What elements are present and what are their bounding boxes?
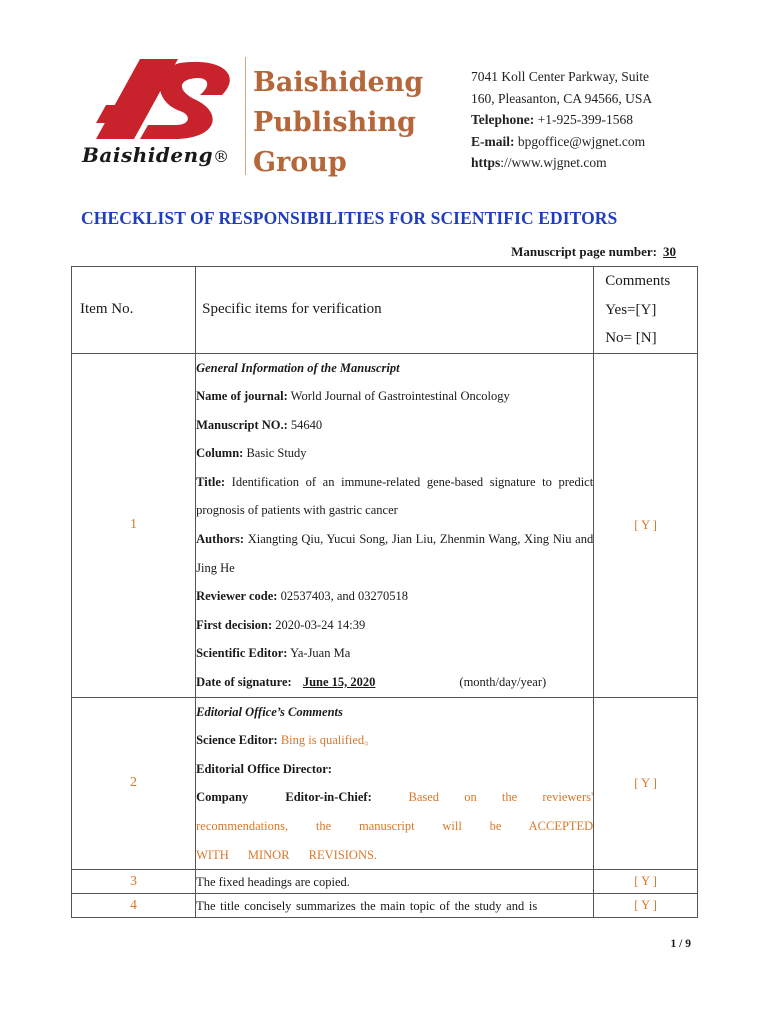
checklist-table (71, 266, 698, 918)
address-line-1: 7041 Koll Center Parkway, Suite (471, 69, 649, 84)
row-check-mark: [ Y ] (594, 870, 698, 894)
address-line-2: 160, Pleasanton, CA 94566, USA (471, 90, 653, 106)
table-row (72, 870, 698, 894)
email-line: E-mail: bpgoffice@wjgnet.com (471, 133, 646, 149)
row-check-mark: [ Y ] (594, 697, 698, 870)
row-check-mark: [ Y ] (594, 353, 698, 697)
row-content: General Information of the Manuscript Name of journal: World Journal of Gastrointestinal Oncology Manuscript NO.: 54640 Column: Basic Study Title: Identification of an immune-related gene-based signature to predict prognosis of patients with gastric cancer Authors: Xiangting Qiu, Yucui Song, Jian Liu, Zhenmin Wang, Xing Niu and Jing He Reviewer code: 02537403, and 03270518 First decision: 2020-03-24 14:39 Scientific Editor: Ya-Juan Ma Date of signature: June 15, 2020 (month/day/year) (196, 353, 594, 697)
manuscript-page-number: Manuscript page number: 30 (511, 244, 676, 259)
publisher-logo (82, 55, 422, 185)
row-number: 1 (72, 353, 196, 697)
header-comments: Comments Yes=[Y] No= [N] (594, 267, 698, 354)
header-specific-items: Specific items for verification (196, 267, 594, 354)
logo-company-name: Baishideng Publishing Group (253, 67, 424, 178)
row-number: 3 (72, 870, 196, 894)
table-row (72, 353, 698, 697)
table-row (72, 697, 698, 870)
table-row (72, 894, 698, 918)
row-content: The fixed headings are copied. (196, 870, 594, 894)
row-check-mark: [ Y ] (594, 894, 698, 918)
publisher-address (471, 66, 652, 174)
logo-divider (245, 57, 246, 175)
row-content: Editorial Office’s Comments Science Editor: Bing is qualified。 Editorial Office Director: Company Editor-in-Chief: Based on the reviewers' recommendations, the manuscript will be ACCEPTED WITH MINOR REVISIONS. (196, 697, 594, 870)
header-item-no: Item No. (72, 267, 196, 354)
row-number: 4 (72, 894, 196, 918)
row-content: The title concisely summarizes the main topic of the study and is (196, 894, 594, 918)
baishideng-bs-mark-icon (82, 55, 242, 143)
logo-wordmark: Baishideng® (82, 143, 230, 167)
telephone-line: Telephone: +1-925-399-1568 (471, 112, 633, 127)
website-line: https://www.wjgnet.com (471, 155, 607, 170)
page-footer: 1 / 9 (670, 938, 691, 950)
row-number: 2 (72, 697, 196, 870)
document-title: CHECKLIST OF RESPONSIBILITIES FOR SCIENTIFIC EDITORS (81, 208, 618, 228)
table-header-row (72, 267, 698, 354)
